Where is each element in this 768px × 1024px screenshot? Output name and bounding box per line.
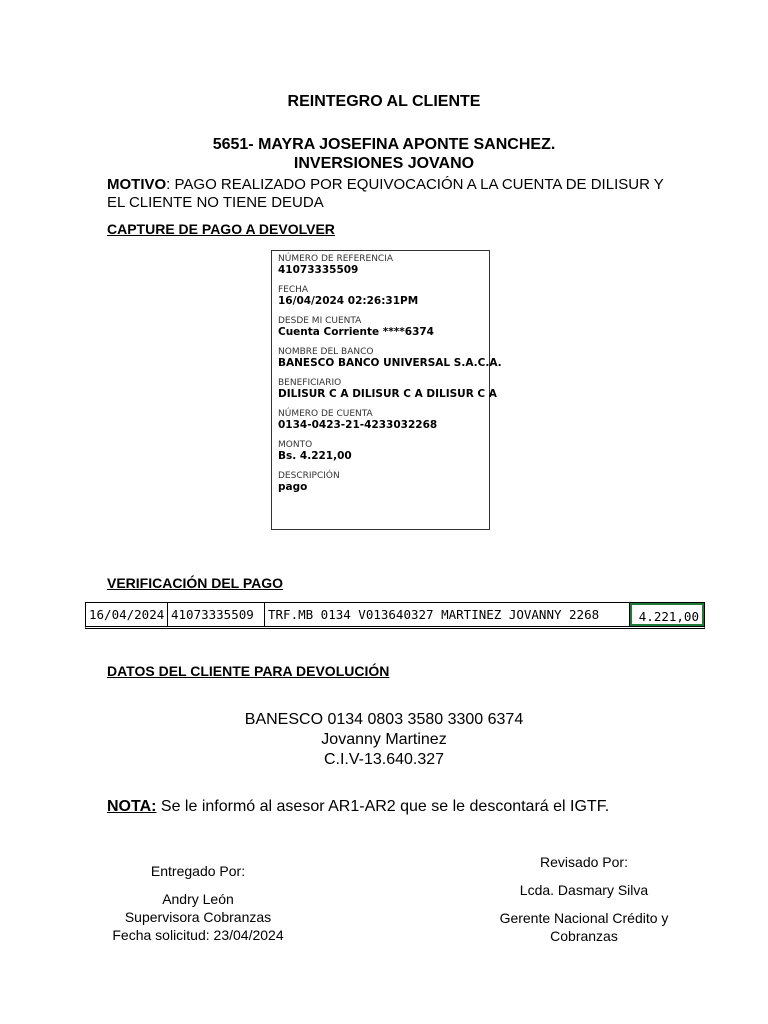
verification-date: 16/04/2024 <box>86 603 168 626</box>
reviewed-name: Lcda. Dasmary Silva <box>519 882 649 898</box>
nota <box>107 798 609 816</box>
verification-ref: 41073335509 <box>168 603 265 626</box>
receipt-field-label: NÚMERO DE CUENTA <box>278 409 373 419</box>
motivo-label: MOTIVO <box>107 176 167 193</box>
reviewed-role: Gerente Nacional Crédito y Cobranzas <box>499 910 669 944</box>
verification-desc: TRF.MB 0134 V013640327 MARTINEZ JOVANNY 2268 <box>265 603 630 626</box>
delivered-by <box>98 862 298 944</box>
payment-receipt <box>271 250 502 530</box>
nota-label: NOTA: <box>107 798 157 815</box>
document-title: REINTEGRO AL CLIENTE <box>287 93 481 110</box>
client-data <box>0 710 768 770</box>
delivered-heading: Entregado Por: <box>150 863 246 879</box>
request-date: Fecha solicitud: 23/04/2024 <box>112 927 284 943</box>
motivo-text: : PAGO REALIZADO POR EQUIVOCACIÓN A LA CUENTA DE DILISUR Y EL CLIENTE NO TIENE DEUDA <box>107 176 664 211</box>
client-data-heading: DATOS DEL CLIENTE PARA DEVOLUCIÓN <box>107 663 390 679</box>
delivered-name: Andry León <box>162 891 234 907</box>
receipt-field-label: DESDE MI CUENTA <box>278 316 362 326</box>
capture-heading: CAPTURE DE PAGO A DEVOLVER <box>107 221 335 237</box>
receipt-field-value: Cuenta Corriente ****6374 <box>278 326 434 338</box>
receipt-field-label: BENEFICIARIO <box>278 378 342 388</box>
receipt-field-label: DESCRIPCIÓN <box>278 471 340 481</box>
receipt-field-value: 0134-0423-21-4233032268 <box>278 419 438 431</box>
receipt-field-value: pago <box>278 481 308 493</box>
client-id: C.I.V-13.640.327 <box>323 751 445 768</box>
receipt-field-value: 41073335509 <box>278 264 359 276</box>
client-name: 5651- MAYRA JOSEFINA APONTE SANCHEZ. <box>212 136 556 153</box>
receipt-field-label: FECHA <box>278 285 309 295</box>
nota-text: Se le informó al asesor AR1-AR2 que se le descontará el IGTF. <box>156 798 610 815</box>
motivo <box>107 176 677 212</box>
receipt-field-value: BANESCO BANCO UNIVERSAL S.A.C.A. <box>278 357 502 369</box>
receipt-field-label: NOMBRE DEL BANCO <box>278 347 374 357</box>
receipt-field-value: Bs. 4.221,00 <box>278 450 352 462</box>
client-holder: Jovanny Martinez <box>321 731 447 748</box>
verification-amount: 4.221,00 <box>630 603 704 626</box>
receipt-field-label: NÚMERO DE REFERENCIA <box>278 254 394 264</box>
company-name: INVERSIONES JOVANO <box>293 155 475 172</box>
reviewed-heading: Revisado Por: <box>540 854 628 870</box>
verification-heading: VERIFICACIÓN DEL PAGO <box>107 575 284 591</box>
receipt-field-value: 16/04/2024 02:26:31PM <box>278 295 419 307</box>
verification-row <box>85 602 705 629</box>
receipt-field-value: DILISUR C A DILISUR C A DILISUR C A <box>278 388 497 400</box>
reviewed-by <box>484 853 684 945</box>
client-bank-account: BANESCO 0134 0803 3580 3300 6374 <box>244 711 524 728</box>
delivered-role: Supervisora Cobranzas <box>124 909 272 925</box>
receipt-field-label: MONTO <box>278 440 313 450</box>
